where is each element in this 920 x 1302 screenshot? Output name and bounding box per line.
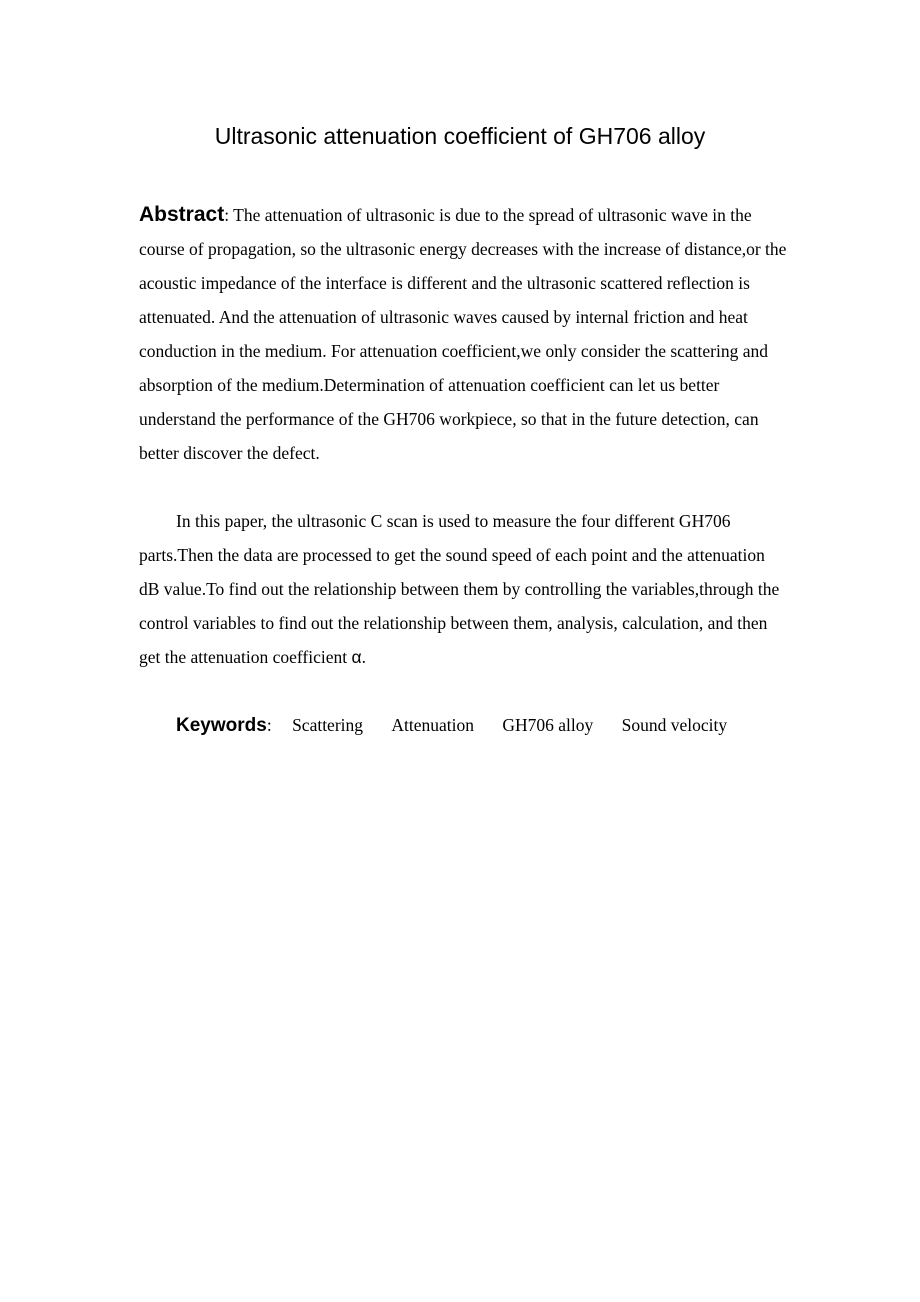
body-paragraph-text: In this paper, the ultrasonic C scan is used to measure the four different GH706 parts.Then the data are processed to get the sound speed of each point and the attenuation dB value.To find out the relationship between them by controlling the variables,through the control variables to find out the relationship between them, analysis, calculation, and then get the attenuation coefficient <box>139 511 780 667</box>
keyword-item: Sound velocity <box>621 715 728 735</box>
keywords-label: Keywords <box>176 715 267 736</box>
keyword-item: Attenuation <box>391 715 475 735</box>
abstract-label: Abstract <box>139 203 225 226</box>
keyword-item: Scattering <box>292 715 364 735</box>
body-paragraph <box>139 504 789 674</box>
keywords-separator: : <box>266 715 272 735</box>
body-paragraph-end: . <box>361 647 367 667</box>
keyword-item: GH706 alloy <box>502 715 594 735</box>
keywords-section <box>176 708 751 743</box>
document-title: Ultrasonic attenuation coefficient of GH706 alloy <box>214 123 706 149</box>
abstract-separator: : <box>224 205 234 225</box>
abstract-section <box>139 198 789 470</box>
alpha-symbol: α <box>351 647 362 667</box>
abstract-text: The attenuation of ultrasonic is due to the spread of ultrasonic wave in the course of propagation, so the ultrasonic energy decreases with the increase of distance,or the acoustic impedance of the interface is different and the ultrasonic scattered reflection is attenuated. And the attenuation of ultrasonic waves caused by internal friction and heat conduction in the medium. For attenuation coefficient,we only consider the scattering and absorption of the medium.Determination of attenuation coefficient can let us better understand the performance of the GH706 workpiece, so that in the future detection, can better discover the defect. <box>139 205 787 463</box>
